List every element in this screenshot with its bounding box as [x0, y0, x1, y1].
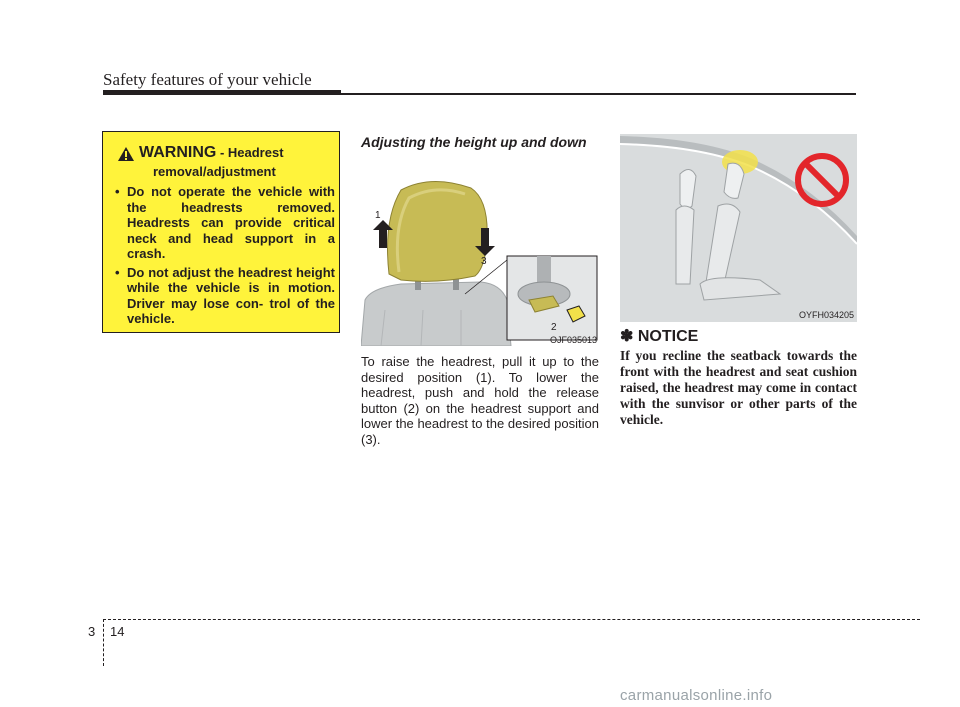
- section-heading-adjust-height: Adjusting the height up and down: [361, 134, 587, 150]
- figure-code-ojf: OJF035013: [549, 335, 597, 345]
- warning-item: • Do not adjust the headrest height while the vehicle is in motion. Driver may lose con- trol of the vehicle.: [113, 265, 335, 327]
- notice-body: If you recline the seatback towards the front with the headrest and seat cushion raised, the headrest may come in contact with the sunvisor or other parts of the vehicle.: [620, 348, 857, 427]
- figure-code-oyfh: OYFH034205: [798, 310, 854, 320]
- seat-recline-figure: [620, 134, 857, 322]
- header-rule-thin: [341, 93, 856, 95]
- warning-subtitle-line2: removal/adjustment: [153, 164, 276, 179]
- figure-label-1: 1: [375, 210, 381, 221]
- figure-label-3: 3: [481, 256, 487, 267]
- warning-box: [102, 131, 340, 333]
- header-rule-thick: [103, 90, 341, 95]
- warning-subtitle: - Headrest: [216, 145, 284, 160]
- footer-divider: [103, 619, 104, 666]
- watermark: carmanualsonline.info: [620, 687, 773, 704]
- notice-title: ✽ NOTICE: [620, 328, 699, 345]
- footer-page-number: 14: [110, 624, 125, 639]
- warning-list: [113, 184, 335, 330]
- footer-chapter-number: 3: [88, 624, 96, 639]
- headrest-adjustment-figure: [361, 160, 599, 346]
- footer-rule: [103, 619, 920, 620]
- warning-item: • Do not operate the vehicle with the headrests removed. Headrests can provide critical neck and head support in a crash.: [113, 184, 335, 262]
- warning-title: [139, 144, 284, 162]
- warning-title-main: WARNING: [139, 144, 217, 161]
- adjust-height-instructions: To raise the headrest, pull it up to the desired position (1). To lower the headrest, push and hold the release button (2) on the headrest support and lower the headrest to the desired position (3).: [361, 354, 599, 447]
- figure-label-2: 2: [551, 322, 557, 333]
- warning-triangle-icon: [117, 146, 135, 162]
- page-header-title: Safety features of your vehicle: [103, 70, 312, 89]
